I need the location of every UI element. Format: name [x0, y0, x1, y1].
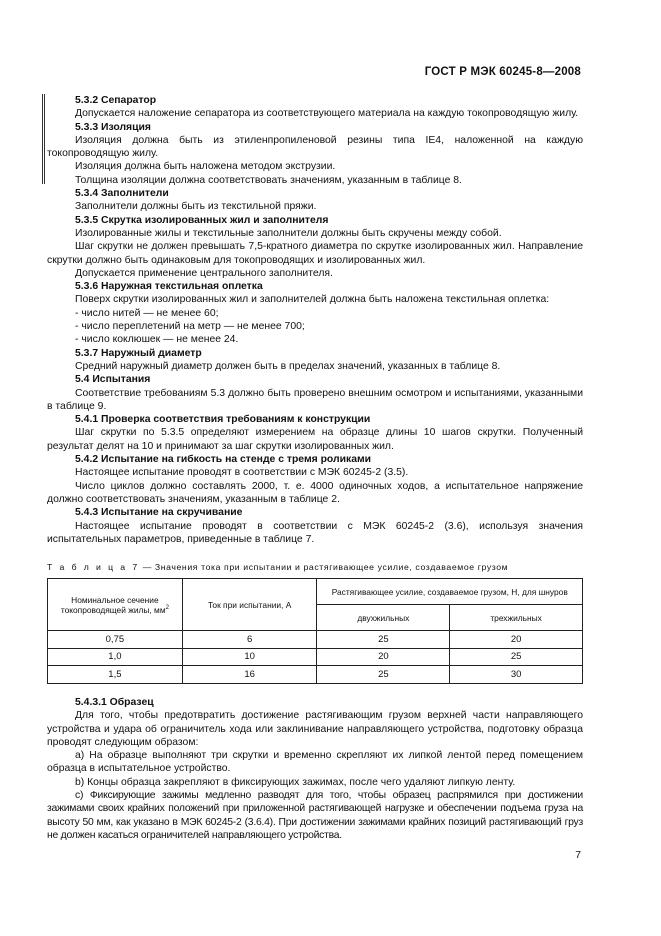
section-heading: 5.3.3 Изоляция	[75, 121, 151, 133]
paragraph: Изоляция должна быть наложена методом экструзии.	[75, 161, 336, 173]
section-heading: 5.4.2 Испытание на гибкость на стенде с тремя роликами	[75, 454, 372, 466]
revision-margin-line	[42, 94, 45, 184]
table-header-force: Растягивающее усилие, создаваемое грузом, Н, для шнуров	[317, 579, 583, 605]
section-heading: 5.4.3.1 Образец	[75, 697, 154, 708]
paragraph: Средний наружный диаметр должен быть в пределах значений, указанных в таблице 8.	[75, 360, 501, 372]
table-header-two-core: двухжильных	[317, 605, 450, 631]
paragraph: с) Фиксирующие зажимы медленно разводят для того, чтобы образец распрямился при достижении зажимами своих крайних положений при приложенной растягивающей нагрузке и обеспечении подъема груза на высоту 50 мм, как указано в МЭК 60245-2 (3.6.4). При достижении зажимами крайних позиций растягивающий груз не должен касаться ограничителей направляющего устройства.	[47, 790, 583, 841]
section-heading: 5.4 Испытания	[75, 374, 151, 386]
table-header-section: Номинальное сечение токопроводящей жилы, $мм^2$	[48, 579, 183, 631]
list-item: - число коклюшек — не менее 24.	[75, 334, 239, 346]
section-heading: 5.4.3 Испытание на скручивание	[75, 507, 243, 519]
paragraph: Допускается применение центрального заполнителя.	[75, 267, 333, 279]
paragraph: Изолированные жилы и текстильные заполнители должны быть скручены между собой.	[75, 227, 502, 239]
paragraph: b) Концы образца закрепляют в фиксирующих зажимах, после чего удаляют липкую ленту.	[75, 776, 516, 788]
paragraph: Настоящее испытание проводят в соответствии с МЭК 60245-2 (3.5).	[75, 467, 409, 479]
section-heading: 5.3.5 Скрутка изолированных жил и заполнителя	[75, 214, 329, 226]
section-heading: 5.4.1 Проверка соответствия требованиям к конструкции	[75, 414, 371, 426]
paragraph: Шаг скрутки не должен превышать 7,5-кратного диаметра по скрутке изолированных жил. Направление скрутки должно быть одинаковым для токопроводящих и изолированных жил.	[47, 241, 583, 266]
list-item: - число нитей — не менее 60;	[75, 307, 219, 319]
paragraph: Поверх скрутки изолированных жил и заполнителей должна быть наложена текстильная оплетка:	[75, 294, 550, 306]
table-caption-text: — Значения тока при испытании и растягивающее усилие, создаваемое грузом	[139, 562, 509, 572]
paragraph: Соответствие требованиям 5.3 должно быть проверено внешним осмотром и испытаниями, указанными в таблице 9.	[47, 387, 583, 412]
paragraph: Изоляция должна быть из этиленпропиленовой резины типа IE4, наложенной на каждую токопроводящую жилу.	[47, 134, 583, 160]
table-header-three-core: трехжильных	[450, 605, 583, 631]
list-item: - число переплетений на метр — не менее 700;	[75, 321, 305, 333]
table-row: 1,0 10 20 25	[48, 648, 583, 666]
body-text	[47, 94, 583, 546]
page-header: ГОСТ Р МЭК 60245-8—2008	[424, 66, 581, 78]
paragraph: Толщина изоляции должна соответствовать значениям, указанным в таблице 8.	[75, 174, 462, 186]
paragraph: Допускается наложение сепаратора из соответствующего материала на каждую токопроводящую жилу.	[75, 108, 579, 120]
paragraph: Для того, чтобы предотвратить достижение растягивающим грузом верхней части направляющего устройства и удара об ограничитель хода или заклинивание направляющего устройства, подготовку образца проводят следующим образом:	[47, 710, 583, 748]
paragraph: Число циклов должно составлять 2000, т. е. 4000 одиночных ходов, а испытательное напряжение должно соответствовать значениям, указанным в таблице 2.	[47, 480, 583, 505]
table-row: 0,75 6 25 20	[48, 631, 583, 649]
table-caption	[47, 562, 508, 572]
table-header-current: Ток при испытании, А	[182, 579, 317, 631]
section-heading: 5.3.7 Наружный диаметр	[75, 347, 202, 359]
paragraph: а) На образце выполняют три скрутки и временно скрепляют их липкой лентой перед помещением образца в испытательное устройство.	[47, 750, 583, 775]
table-caption-prefix: Т а б л и ц а 7	[47, 562, 140, 572]
page-number: 7	[575, 850, 581, 861]
section-heading: 5.3.6 Наружная текстильная оплетка	[75, 281, 263, 293]
section-heading: 5.3.2 Сепаратор	[75, 95, 157, 106]
paragraph: Настоящее испытание проводят в соответствии с МЭК 60245-2 (3.6), используя значения испытательных параметров, приведенные в таблице 7.	[47, 520, 583, 545]
paragraph: Шаг скрутки по 5.3.5 определяют измерением на образце длины 10 шагов скрутки. Полученный результат делят на 10 и принимают за шаг скрутки изолированных жил.	[47, 427, 583, 452]
section-heading: 5.3.4 Заполнители	[75, 188, 169, 200]
body-text-2	[47, 696, 583, 842]
table-row: 1,5 16 25 30	[48, 666, 583, 684]
table-7	[47, 578, 583, 684]
paragraph: Заполнители должны быть из текстильной пряжи.	[75, 201, 317, 213]
